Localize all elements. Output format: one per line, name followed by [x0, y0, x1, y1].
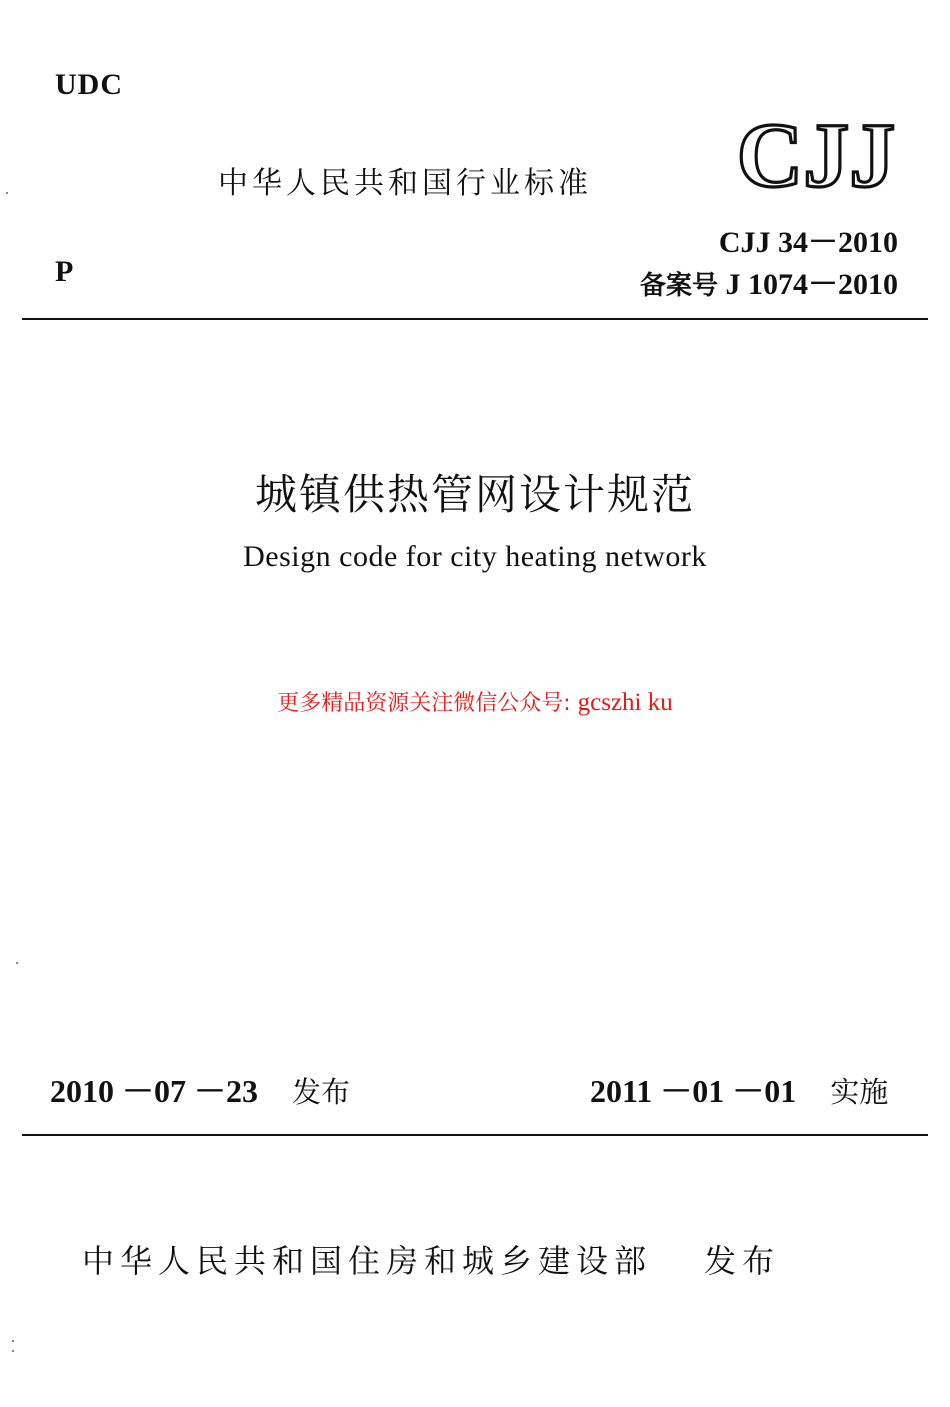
issue-date-line — [50, 1066, 350, 1112]
scan-speck — [6, 192, 8, 194]
scan-speck — [12, 1340, 14, 1342]
top-divider — [22, 318, 928, 320]
implement-verb: 实施 — [830, 1075, 889, 1109]
watermark-account: gcszhi ku — [577, 689, 673, 716]
standard-number: CJJ 34－2010 — [718, 226, 898, 259]
scan-speck — [16, 962, 18, 964]
standard-type-title: 中华人民共和国行业标准 — [218, 166, 592, 201]
watermark-notice — [0, 686, 950, 717]
implement-date-line — [590, 1066, 888, 1112]
classification-label: P — [55, 255, 74, 288]
issue-verb: 发布 — [292, 1075, 351, 1109]
publisher-verb: 发布 — [704, 1242, 781, 1280]
scan-speck — [12, 1350, 14, 1352]
record-label: 备案号 — [639, 271, 718, 301]
publisher-line — [82, 1236, 780, 1282]
publisher-name: 中华人民共和国住房和城乡建设部 — [82, 1242, 653, 1280]
document-title-chinese: 城镇供热管网设计规范 — [254, 470, 695, 519]
logo-text: CJJ — [736, 110, 896, 196]
implement-date: 2011 －01 －01 — [590, 1073, 797, 1109]
udc-label: UDC — [55, 68, 123, 101]
cjj-logo-icon — [730, 110, 902, 196]
document-title-english: Design code for city heating network — [243, 540, 707, 573]
standard-codes — [640, 222, 898, 307]
record-number-line — [640, 264, 898, 307]
bottom-divider — [22, 1134, 928, 1136]
record-number: J 1074－2010 — [725, 268, 898, 301]
issue-date: 2010 －07 －23 — [50, 1073, 259, 1109]
watermark-text: 更多精品资源关注微信公众号: — [277, 691, 571, 716]
